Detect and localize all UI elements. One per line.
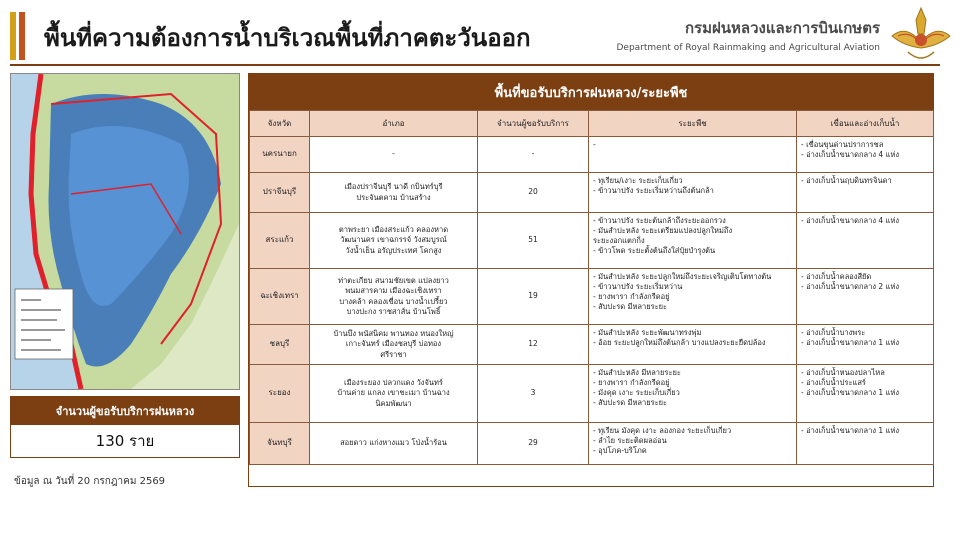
- cell-province: ฉะเชิงเทรา: [250, 269, 310, 325]
- cell-crop-stage: [589, 325, 797, 365]
- districts-line: พนมสารคาม เมืองฉะเชิงเทรา: [345, 286, 442, 296]
- districts-line: นิคมพัฒนา: [375, 398, 412, 408]
- header-divider: [10, 64, 940, 66]
- title-accent-bar-orange: [19, 12, 25, 60]
- cell-province: จันทบุรี: [250, 423, 310, 465]
- districts-line: ประจันตคาม บ้านสร้าง: [356, 192, 431, 202]
- cell-reservoirs: [797, 423, 934, 465]
- service-count-label: จำนวนผู้ขอรับบริการฝนหลวง: [11, 397, 239, 425]
- cell-districts: [310, 269, 478, 325]
- crops-line: - ยางพารา กำลังกรีดอยู่: [593, 292, 670, 302]
- title-accent-bar-gold: [10, 12, 16, 60]
- districts-line: บางปะกง ราชสาส์น บ้านโพธิ์: [346, 306, 441, 316]
- data-as-of-date: ข้อมูล ณ วันที่ 20 กรกฎาคม 2569: [14, 476, 166, 487]
- crops-line: - อ้อย ระยะปลูกใหม่ถึงต้นกล้า บางแปลงระยะยืดปล้อง: [593, 338, 766, 348]
- royal-rainmaking-emblem-icon: [888, 6, 954, 68]
- crops-line: - ยางพารา กำลังกรีดอยู่: [593, 378, 670, 388]
- districts-line: เมืองระยอง ปลวกแดง วังจันทร์: [344, 378, 443, 388]
- table-row: [250, 325, 934, 365]
- cell-reservoirs: [797, 137, 934, 173]
- crops-line: - อุปโภค-บริโภค: [593, 446, 647, 456]
- districts-line: เมืองปราจีนบุรี นาดี กบินทร์บุรี: [344, 182, 443, 192]
- org-name-thai: กรมฝนหลวงและการบินเกษตร: [684, 19, 880, 37]
- districts-line: เกาะจันทร์ เมืองชลบุรี บ่อทอง: [345, 339, 442, 349]
- reservoirs-line: - อ่างเก็บน้ำคลองสียัด: [801, 272, 872, 281]
- crops-line: - สับปะรด มีหลายระยะ: [593, 398, 668, 408]
- cell-province: สระแก้ว: [250, 213, 310, 269]
- cell-districts: [310, 137, 478, 173]
- cell-reservoirs: [797, 173, 934, 213]
- table-header-row: [250, 111, 934, 137]
- cell-districts: [310, 213, 478, 269]
- col-header-province: จังหวัด: [250, 111, 310, 137]
- col-header-count: จำนวนผู้ขอรับบริการ: [478, 111, 589, 137]
- cell-crop-stage: [589, 365, 797, 423]
- crops-line: ระยะงอกแตกกิ่ง: [593, 236, 645, 246]
- crops-line: - มันสำปะหลัง ระยะปลูกใหม่ถึงระยะเจริญเติบโตทางต้น: [593, 272, 772, 281]
- table-row: [250, 269, 934, 325]
- eastern-region-map-icon: [10, 73, 240, 390]
- cell-reservoirs: [797, 325, 934, 365]
- cell-crop-stage: [589, 213, 797, 269]
- cell-count: 3: [478, 365, 589, 423]
- page-title: พื้นที่ความต้องการน้ำบริเวณพื้นที่ภาคตะวันออก: [44, 24, 531, 52]
- cell-districts: [310, 365, 478, 423]
- crops-line: - สับปะรด มีหลายระยะ: [593, 302, 668, 312]
- table-row: [250, 173, 934, 213]
- cell-province: นครนายก: [250, 137, 310, 173]
- service-area-table-panel: [248, 73, 934, 487]
- reservoirs-line: - อ่างเก็บน้ำหนองปลาไหล: [801, 368, 885, 377]
- cell-crop-stage: [589, 173, 797, 213]
- cell-crop-stage: [589, 423, 797, 465]
- districts-line: -: [392, 149, 395, 159]
- reservoirs-line: - อ่างเก็บน้ำประแสร์: [801, 378, 866, 388]
- table-row: [250, 365, 934, 423]
- districts-line: ศรีราชา: [380, 349, 407, 359]
- cell-districts: [310, 423, 478, 465]
- cell-count: 20: [478, 173, 589, 213]
- districts-line: บ้านบึง พนัสนิคม พานทอง หนองใหญ่: [333, 329, 454, 339]
- org-name-english: Department of Royal Rainmaking and Agricultural Aviation: [616, 43, 880, 53]
- cell-count: -: [478, 137, 589, 173]
- col-header-reservoir: เขื่อนและอ่างเก็บน้ำ: [797, 111, 934, 137]
- reservoirs-line: - อ่างเก็บน้ำบางพระ: [801, 328, 866, 337]
- crops-line: - ข้าวนาปรัง ระยะต้นกล้าถึงระยะออกรวง: [593, 216, 726, 225]
- crops-line: - มังคุด เงาะ ระยะเก็บเกี่ยว: [593, 388, 680, 398]
- service-count-box: [10, 396, 240, 458]
- cell-count: 19: [478, 269, 589, 325]
- crops-line: -: [593, 140, 596, 149]
- reservoirs-line: - อ่างเก็บน้ำขนาดกลาง 1 แห่ง: [801, 388, 899, 398]
- reservoirs-line: - เขื่อนขุนด่านปราการชล: [801, 140, 884, 149]
- districts-line: วังน้ำเย็น อรัญประเทศ โคกสูง: [345, 245, 442, 255]
- crops-line: - ทุเรียน มังคุด เงาะ ลองกอง ระยะเก็บเกี่ยว: [593, 426, 732, 435]
- reservoirs-line: - อ่างเก็บน้ำขนาดกลาง 1 แห่ง: [801, 426, 899, 435]
- districts-line: บ้านค่าย แกลง เขาชะเมา บ้านฉาง: [337, 388, 450, 398]
- districts-line: วัฒนานคร เขาฉกรรจ์ วังสมบูรณ์: [340, 235, 447, 245]
- reservoirs-line: - อ่างเก็บน้ำนฤบดินทรจินดา: [801, 176, 892, 185]
- table-row: [250, 423, 934, 465]
- cell-districts: [310, 173, 478, 213]
- cell-crop-stage: [589, 269, 797, 325]
- districts-line: ตาพระยา เมืองสระแก้ว คลองหาด: [338, 225, 449, 235]
- cell-count: 12: [478, 325, 589, 365]
- crops-line: - ลำไย ระยะติดผลอ่อน: [593, 436, 667, 446]
- cell-districts: [310, 325, 478, 365]
- districts-line: ท่าตะเกียบ สนามชัยเขต แปลงยาว: [338, 276, 449, 286]
- districts-line: สอยดาว แก่งหางแมว โป่งน้ำร้อน: [340, 438, 447, 448]
- crops-line: - ทุเรียน/เงาะ ระยะเก็บเกี่ยว: [593, 176, 683, 185]
- reservoirs-line: - อ่างเก็บน้ำขนาดกลาง 2 แห่ง: [801, 282, 899, 292]
- reservoirs-line: - อ่างเก็บน้ำขนาดกลาง 4 แห่ง: [801, 150, 899, 160]
- col-header-district: อำเภอ: [310, 111, 478, 137]
- table-title: พื้นที่ขอรับบริการฝนหลวง/ระยะพืช: [249, 74, 933, 110]
- cell-reservoirs: [797, 365, 934, 423]
- table-row: [250, 137, 934, 173]
- crops-line: - มันสำปะหลัง ระยะพัฒนาทรงพุ่ม: [593, 328, 702, 337]
- crops-line: - มันสำปะหลัง ระยะเตรียมแปลงปลูกใหม่ถึง: [593, 226, 733, 236]
- crops-line: - ข้าวนาปรัง ระยะเริ่มหว่านถึงต้นกล้า: [593, 186, 714, 196]
- cell-count: 29: [478, 423, 589, 465]
- crops-line: - ข้าวนาปรัง ระยะเริ่มหว่าน: [593, 282, 683, 292]
- service-count-value: 130 ราย: [95, 432, 155, 450]
- table-row: [250, 213, 934, 269]
- cell-province: ชลบุรี: [250, 325, 310, 365]
- cell-province: ระยอง: [250, 365, 310, 423]
- cell-crop-stage: [589, 137, 797, 173]
- crops-line: - มันสำปะหลัง มีหลายระยะ: [593, 368, 681, 377]
- service-area-table: [249, 110, 934, 465]
- crops-line: - ข้าวโพด ระยะตั้งต้นถึงใส่ปุ๋ยบำรุงต้น: [593, 246, 716, 256]
- reservoirs-line: - อ่างเก็บน้ำขนาดกลาง 4 แห่ง: [801, 216, 899, 225]
- reservoirs-line: - อ่างเก็บน้ำขนาดกลาง 1 แห่ง: [801, 338, 899, 348]
- cell-province: ปราจีนบุรี: [250, 173, 310, 213]
- cell-reservoirs: [797, 213, 934, 269]
- cell-reservoirs: [797, 269, 934, 325]
- col-header-crop-stage: ระยะพืช: [589, 111, 797, 137]
- cell-count: 51: [478, 213, 589, 269]
- districts-line: บางคล้า คลองเขื่อน บางน้ำเปรี้ยว: [339, 296, 448, 306]
